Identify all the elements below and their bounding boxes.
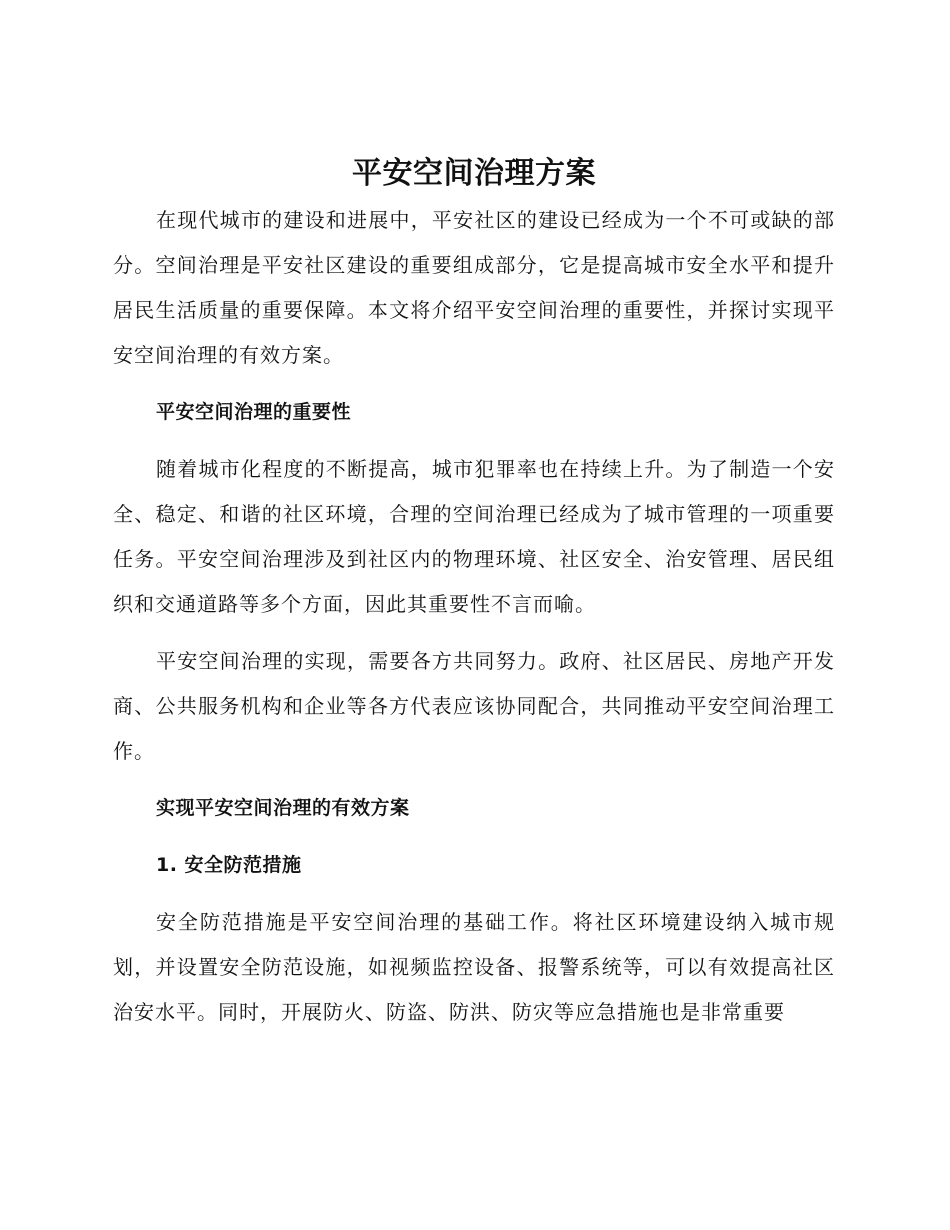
importance-paragraph-1: 随着城市化程度的不断提高，城市犯罪率也在持续上升。为了制造一个安全、稳定、和谐的社区环境，合理的空间治理已经成为了城市管理的一项重要任务。平安空间治理涉及到社区内的物理环境、社区安全、治安管理、居民组织和交通道路等多个方面，因此其重要性不言而喻。 [113,457,835,616]
section-heading-importance: 平安空间治理的重要性 [156,401,352,423]
importance-paragraph-2: 平安空间治理的实现，需要各方共同努力。政府、社区居民、房地产开发商、公共服务机构和企业等各方代表应该协同配合，共同推动平安空间治理工作。 [113,649,835,763]
security-measures-paragraph: 安全防范措施是平安空间治理的基础工作。将社区环境建设纳入城市规划，并设置安全防范设施，如视频监控设备、报警系统等，可以有效提高社区治安水平。同时，开展防火、防盗、防洪、防灾等应急措施也是非常重要 [113,910,835,1024]
section-heading-solutions: 实现平安空间治理的有效方案 [156,797,410,819]
document-title: 平安空间治理方案 [352,156,596,191]
intro-paragraph: 在现代城市的建设和进展中，平安社区的建设已经成为一个不可或缺的部分。空间治理是平安社区建设的重要组成部分，它是提高城市安全水平和提升居民生活质量的重要保障。本文将介绍平安空间治理的重要性，并探讨实现平安空间治理的有效方案。 [113,208,835,367]
document-page [113,150,835,1035]
subheading-security-measures: 1. 安全防范措施 [156,854,302,876]
